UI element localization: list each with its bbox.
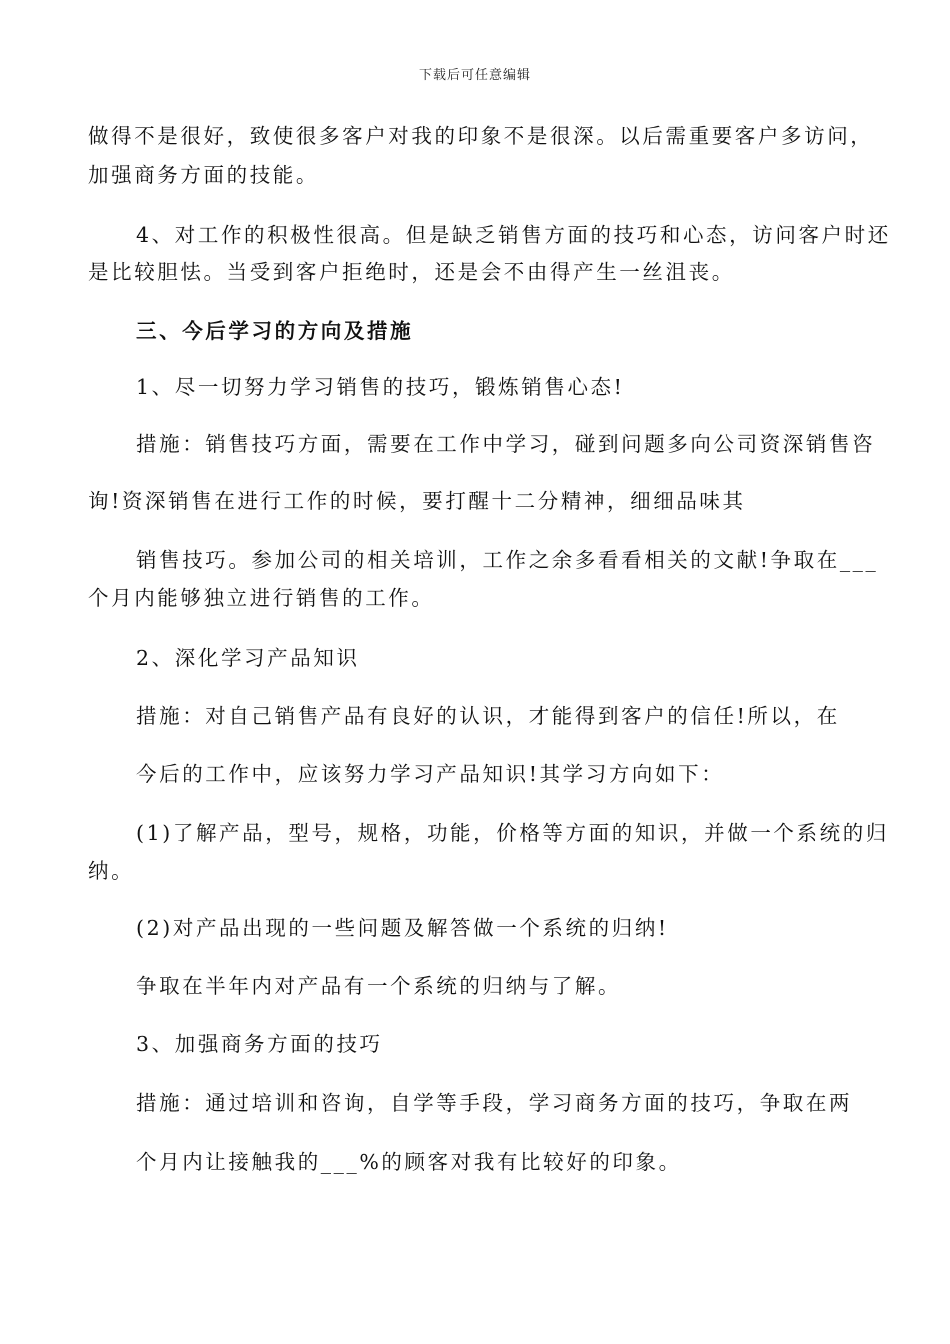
text-line: 措施：通过培训和咨询，自学等手段，学习商务方面的技巧，争取在两 — [136, 1091, 853, 1115]
text-line: 措施：销售技巧方面，需要在工作中学习，碰到问题多向公司资深销售咨 — [136, 432, 876, 456]
text-line: 今后的工作中，应该努力学习产品知识!其学习方向如下： — [136, 762, 725, 786]
text-line: 措施：对自己销售产品有良好的认识，才能得到客户的信任!所以，在 — [136, 704, 840, 728]
text-line: 个月内能够独立进行销售的工作。 — [88, 586, 435, 610]
subsection-heading: 1、尽一切努力学习销售的技巧，锻炼销售心态! — [136, 375, 625, 399]
text-line: 询!资深销售在进行工作的时候，要打醒十二分精神，细细品味其 — [88, 489, 746, 513]
text-line: 争取在半年内对产品有一个系统的归纳与了解。 — [136, 974, 622, 998]
text-line: 4、对工作的积极性很高。但是缺乏销售方面的技巧和心态，访问客户时还 — [136, 223, 891, 247]
text-line: (2)对产品出现的一些问题及解答做一个系统的归纳! — [136, 916, 669, 940]
subsection-heading: 3、加强商务方面的技巧 — [136, 1032, 383, 1056]
text-line: 做得不是很好，致使很多客户对我的印象不是很深。以后需重要客户多访问， — [88, 124, 874, 148]
text-line: 是比较胆怯。当受到客户拒绝时，还是会不由得产生一丝沮丧。 — [88, 260, 735, 284]
text-line: (1)了解产品，型号，规格，功能，价格等方面的知识，并做一个系统的归 — [136, 821, 889, 845]
subsection-heading: 2、深化学习产品知识 — [136, 646, 360, 670]
text-line: 个月内让接触我的___%的顾客对我有比较好的印象。 — [136, 1150, 682, 1174]
section-heading: 三、今后学习的方向及措施 — [136, 319, 414, 343]
text-line: 纳。 — [88, 859, 135, 883]
text-line: 销售技巧。参加公司的相关培训，工作之余多看看相关的文献!争取在___ — [136, 548, 879, 572]
page-header: 下载后可任意编辑 — [418, 68, 531, 83]
text-line: 加强商务方面的技能。 — [88, 163, 319, 187]
